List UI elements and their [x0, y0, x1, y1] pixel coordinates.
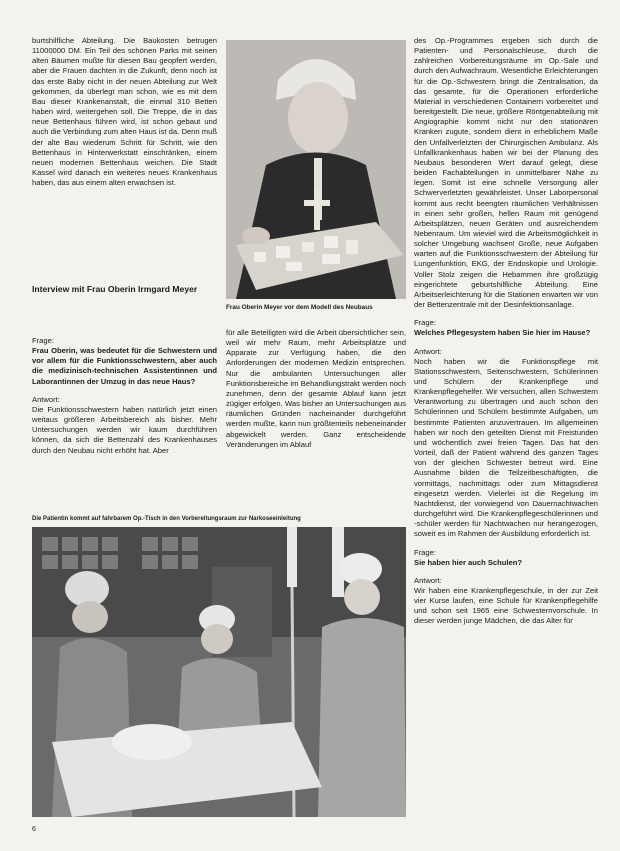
operating-room-illustration	[32, 527, 406, 817]
portrait-photo	[226, 40, 406, 299]
operating-room-caption: Die Patientin kommt auf fahrbarem Op.-Tisch in den Vorbereitungsraum zur Narkoseeinleitung	[32, 516, 301, 522]
question-label: Frage:	[32, 336, 54, 345]
question-label: Frage:	[414, 318, 436, 328]
question-text: Frau Oberin, was bedeutet für die Schwestern und vor allem für die Funktionsschwestern, aber auch die medizinisch-technischen Assistentinnen und Laborantinnen der Umzug in das neue Haus?	[32, 346, 217, 386]
operating-room-photo	[32, 527, 406, 817]
question-text: Sie haben hier auch Schulen?	[414, 557, 523, 567]
interview-heading: Interview mit Frau Oberin Irmgard Meyer	[32, 284, 198, 294]
article-column-2	[226, 328, 406, 450]
portrait-caption: Frau Oberin Meyer vor dem Modell des Neubaus	[226, 304, 373, 311]
article-column-3	[414, 36, 598, 627]
question-text: Welches Pflegesystem haben Sie hier im Hause?	[414, 328, 591, 338]
answer-text: des Op.-Programmes ergeben sich durch die Patienten- und Personalschleuse, durch die zahlreichen Vorbereitungsräume im Op.-Sale und durch den Aufwachraum. Wesentliche Erleichterungen für die Op.-Schwestern bringt die Zentralisation, da das gesamte, für die Operationen erforderliche Material in verschiedenen Containern vorbereitet und bereitgestellt. Die neue, größere Röntgenabteilung mit Angiographie kommt nicht nur den stationären Kranken zugute, sondern dient in erheblichem Maße den Unfallverletzten der Chirurgischen Ambulanz. Als Unfallkrankenhaus haben wir bei der Planung des Neubaus besonderen Wert darauf gelegt, diese beiden Fachabteilungen in unmittelbarer Nähe zu legen. Somit ist eine schnelle Versorgung aller Schwerverletzten gewährleistet. Unser Laborpersonal kommt aus recht beengten räumlichen Verhältnissen in einen sehr großen, hellen Raum mit genügend Arbeitsplätzen, neuen Geräten und ausreichendem Nebenraum. Um wieviel wird die Arbeitsmöglichkeit in solcher Umgebung wachsen! Große, neue Aufgaben warten auf die Funktionsschwestern der Abteilung für Lungenfunktion, EKG, der Endoskopie und Urologie. Voller Stolz zeigen die Hebammen ihre großzügig eingerichtete geburtshilfliche Abteilung. Eine Arbeitserleichterung für die Stationen erwarten wir von der Bettenzentrale mit der Desinfektionsanlage.	[414, 36, 598, 310]
answer-label: Antwort:	[414, 575, 442, 585]
article-column-1-top	[32, 36, 217, 188]
article-paragraph: burtshilfliche Abteilung. Die Baukosten betrugen 11000000 DM. Ein Teil des schönen Parks mit seinen alten Bäumen mußte für diesen Bau geopfert werden, aber die Frauen dachten in die Zukunft, denn noch ist das erste Baby nicht in der neuen Abteilung zur Welt gekommen, da überlegt man schon, wie es mit dem Bau dieser Krankenanstalt, die einmal 310 Betten haben wird, weitergehen soll. Die Treppe, die in das neue Bettenhaus führen wird, ist schon gebaut und auch die Verbindung zum alten Haus ist da. Denn muß der alte Bau wiederum Schritt für Schritt, wie den Bettenhaus in Hinterwerkstatt einschränken, einem neuen modernen Bettenhaus weichen. Die Stadt Kassel wird danach ein weiteres neues Krankenhaus haben, das aus einem alten erwachsen ist.	[32, 36, 217, 188]
answer-label: Antwort:	[32, 394, 60, 404]
answer-text: Wir haben eine Krankenpflegeschule, in der zur Zeit vier Kurse laufen, eine Schule für Krankenpflegehilfe und schon seit 1965 eine Schwesternvorschule. In dieser werden junge Mädchen, die das Alter für	[414, 585, 598, 626]
answer-label: Antwort:	[414, 346, 442, 356]
answer-text: für alle Beteiligten wird die Arbeit übersichtlicher sein, weil wir mehr Raum, mehr Arbeitsplätze und Apparate zur Verfügung haben, die den Anforderungen der modernen Medizin entsprechen. Nur die ambulanten Untersuchungen aller Funktionsbereiche im Behandlungstrakt werden noch zunehmen, denn der gesamte Ablauf kann jetzt zügiger erfolgen. Was bisher an Untersuchungen aus räumlichen Gründen nacheinander durchgeführt werden mußte, kann nun größtenteils nebeneinander abgewickelt werden. Ganz entscheidende Veränderungen im Ablauf	[226, 328, 406, 449]
answer-text: Die Funktionsschwestern haben natürlich jetzt einen weitaus größeren Arbeitsbereich als bisher. Mehr Untersuchungen werden wir kaum durchführen können, da sich die Bettenzahl des Krankenhauses durch den Neubau nicht erhöht hat. Aber	[32, 404, 217, 455]
portrait-illustration	[226, 40, 406, 299]
answer-text: Noch haben wir die Funktionspflege mit Stationsschwestern, Seitenschwestern, Schülerinnen und Schülern der Krankenpflege und Krankenpflegehelfer. Wir versuchen, allen Schwestern Verantwortung zu übertragen und auch schon den Schülerinnen und Schülern bestimmte Aufgaben, um bestimmte Patienten anzuvertrauen. Im allgemeinen haben wir noch den geteilten Dienst mit Freistunden und wöchentlich zwei freien Tagen. Das hat den Vorteil, daß der Patient während des ganzen Tages von der gleichen Schwester betreut wird. Eine Ausnahme bilden die Teilzeitbeschäftigten, die vormittags, nachmittags oder zum Mittagsdienst eingesetzt werden. Vielerlei ist die Regelung im Nachtdienst, der vorwiegend von Dauernachtwachen durchgeführt wird. Die Krankenpflegeschülerinnen und -schüler werden für Nachtwachen nur herangezogen, soweit es im Rahmen der Ausbildung erforderlich ist.	[414, 356, 598, 539]
question-label: Frage:	[414, 547, 436, 557]
page-number: 6	[32, 826, 36, 833]
article-column-1-bottom	[32, 336, 217, 456]
